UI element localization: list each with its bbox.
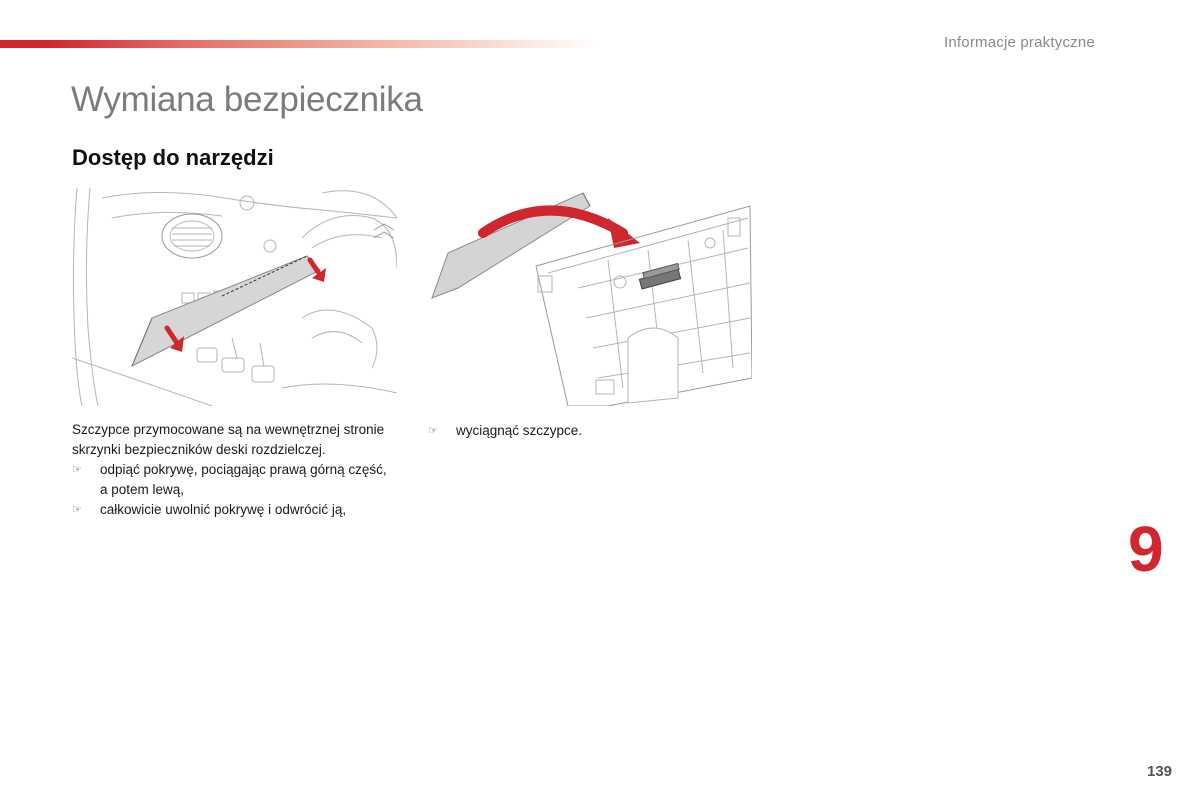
pointing-finger-icon: ☞ <box>72 463 82 476</box>
fuse-box-illustration <box>428 188 752 406</box>
page-number: 139 <box>1147 763 1173 780</box>
instruction-text: wyciągnąć szczypce. <box>456 423 583 438</box>
right-instructions <box>428 421 748 441</box>
pointing-finger-icon: ☞ <box>72 503 82 516</box>
instruction-text: odpiąć pokrywę, pociągając prawą górną część, a potem lewą, <box>100 462 387 497</box>
page-title: Wymiana bezpiecznika <box>71 80 423 119</box>
instruction-step <box>72 460 392 500</box>
left-instructions <box>72 420 392 520</box>
section-subtitle: Dostęp do narzędzi <box>72 145 274 170</box>
header-accent-bar <box>0 40 600 48</box>
intro-text: Szczypce przymocowane są na wewnętrznej stronie skrzynki bezpieczników deski rozdzielczej. <box>72 422 385 457</box>
dashboard-illustration <box>72 188 397 406</box>
section-label: Informacje praktyczne <box>944 34 1095 51</box>
pointing-finger-icon: ☞ <box>428 424 438 437</box>
chapter-number: 9 <box>1128 513 1164 585</box>
instruction-step <box>72 500 392 520</box>
instruction-text: całkowicie uwolnić pokrywę i odwrócić ją, <box>100 502 347 517</box>
instruction-step <box>428 421 748 441</box>
